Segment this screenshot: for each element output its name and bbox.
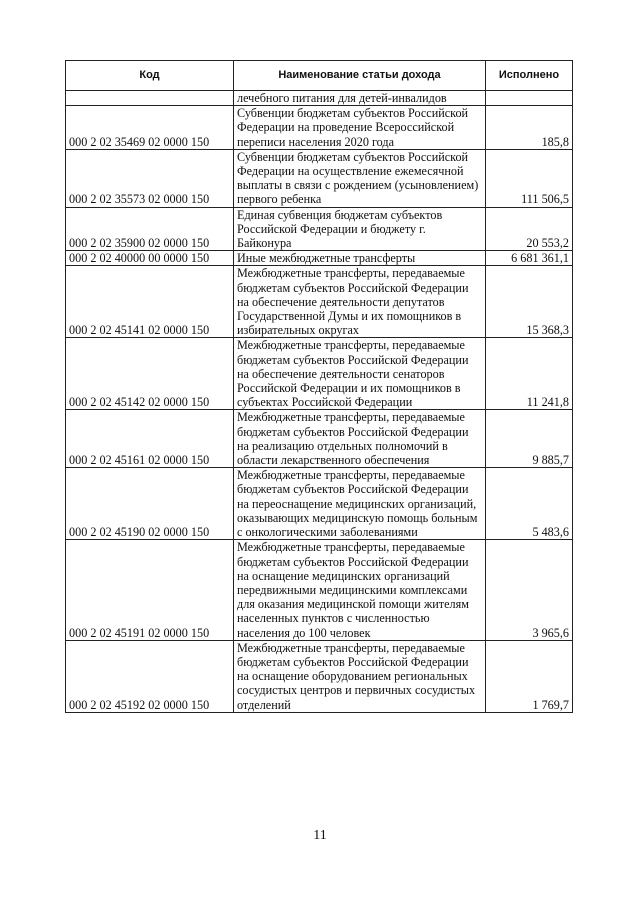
table-row — [66, 91, 573, 106]
row-code: 000 2 02 45190 02 0000 150 — [66, 468, 234, 540]
table-row — [66, 266, 573, 338]
row-code: 000 2 02 45142 02 0000 150 — [66, 338, 234, 410]
table-row — [66, 540, 573, 640]
page-number: 11 — [313, 828, 327, 843]
row-code: 000 2 02 45141 02 0000 150 — [66, 266, 234, 338]
header-name: Наименование статьи дохода — [234, 61, 486, 91]
row-executed: 6 681 361,1 — [486, 251, 573, 266]
row-name: лечебного питания для детей-инвалидов — [234, 91, 486, 106]
row-code: 000 2 02 45192 02 0000 150 — [66, 640, 234, 712]
table-row — [66, 338, 573, 410]
row-executed: 20 553,2 — [486, 207, 573, 251]
table-row — [66, 149, 573, 207]
table-row — [66, 468, 573, 540]
revenue-table — [65, 60, 573, 713]
row-name: Межбюджетные трансферты, передаваемые бюджетам субъектов Российской Федерации на оснащение оборудованием региональных сосудистых центров и первичных сосудистых отделений — [234, 640, 486, 712]
row-executed: 5 483,6 — [486, 468, 573, 540]
header-executed: Исполнено — [486, 61, 573, 91]
table-body — [66, 91, 573, 713]
row-name: Субвенции бюджетам субъектов Российской Федерации на осуществление ежемесячной выплаты в связи с рождением (усыновлением) первого ребенка — [234, 149, 486, 207]
row-executed: 3 965,6 — [486, 540, 573, 640]
row-name: Межбюджетные трансферты, передаваемые бюджетам субъектов Российской Федерации на переоснащение медицинских организаций, оказывающих медицинскую помощь больным с онкологическими заболеваниями — [234, 468, 486, 540]
row-name: Межбюджетные трансферты, передаваемые бюджетам субъектов Российской Федерации на обеспечение деятельности депутатов Государственной Думы и их помощников в избирательных округах — [234, 266, 486, 338]
table-row — [66, 640, 573, 712]
row-code: 000 2 02 35573 02 0000 150 — [66, 149, 234, 207]
row-executed: 1 769,7 — [486, 640, 573, 712]
row-name: Субвенции бюджетам субъектов Российской Федерации на проведение Всероссийской переписи населения 2020 года — [234, 106, 486, 150]
row-code: 000 2 02 35469 02 0000 150 — [66, 106, 234, 150]
row-executed: 15 368,3 — [486, 266, 573, 338]
row-code: 000 2 02 40000 00 0000 150 — [66, 251, 234, 266]
table-row — [66, 207, 573, 251]
row-code — [66, 91, 234, 106]
row-executed — [486, 91, 573, 106]
header-row — [66, 61, 573, 91]
row-code: 000 2 02 45191 02 0000 150 — [66, 540, 234, 640]
row-code: 000 2 02 45161 02 0000 150 — [66, 410, 234, 468]
row-name: Межбюджетные трансферты, передаваемые бюджетам субъектов Российской Федерации на оснащение медицинских организаций передвижными медицинскими комплексами для оказания медицинской помощи жителям населенных пунктов с численностью населения до 100 человек — [234, 540, 486, 640]
table-row — [66, 251, 573, 266]
row-executed: 185,8 — [486, 106, 573, 150]
table-row — [66, 106, 573, 150]
row-executed: 111 506,5 — [486, 149, 573, 207]
table-header — [66, 61, 573, 91]
row-executed: 11 241,8 — [486, 338, 573, 410]
row-name: Межбюджетные трансферты, передаваемые бюджетам субъектов Российской Федерации на обеспечение деятельности сенаторов Российской Федерации и их помощников в субъектах Российской Федерации — [234, 338, 486, 410]
row-name: Иные межбюджетные трансферты — [234, 251, 486, 266]
row-name: Межбюджетные трансферты, передаваемые бюджетам субъектов Российской Федерации на реализацию отдельных полномочий в области лекарственного обеспечения — [234, 410, 486, 468]
row-name: Единая субвенция бюджетам субъектов Российской Федерации и бюджету г. Байконура — [234, 207, 486, 251]
row-code: 000 2 02 35900 02 0000 150 — [66, 207, 234, 251]
row-executed: 9 885,7 — [486, 410, 573, 468]
table-row — [66, 410, 573, 468]
header-code: Код — [66, 61, 234, 91]
